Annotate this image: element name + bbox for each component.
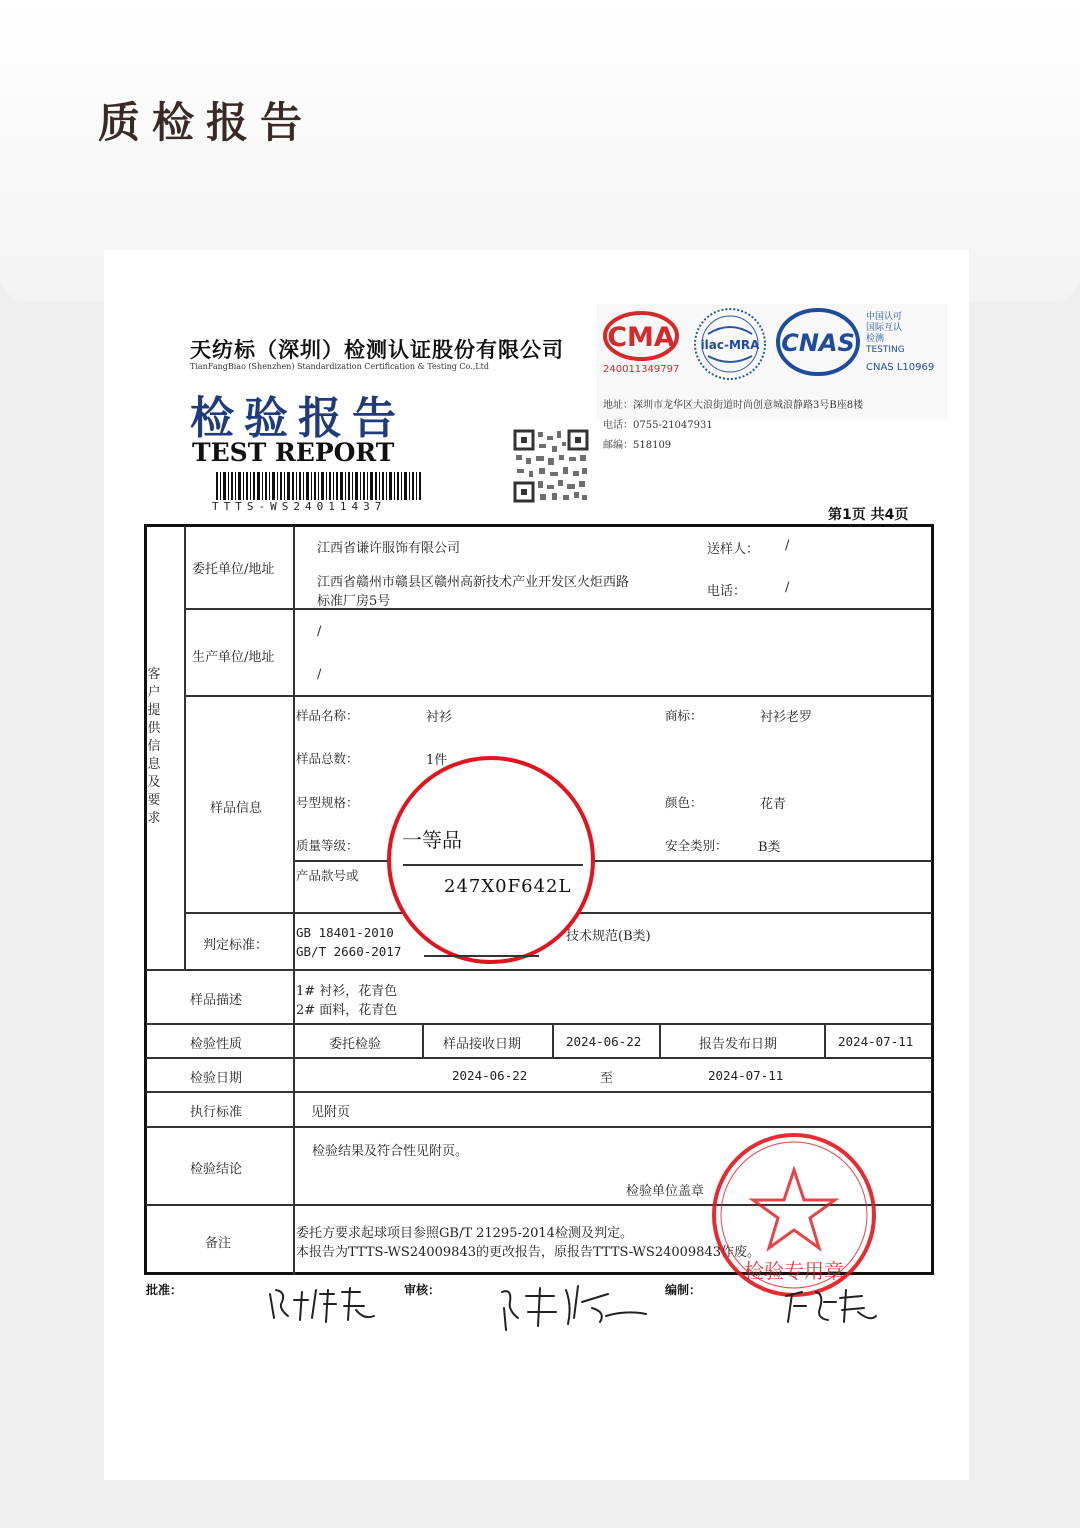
remarks-label: 备注 [205,1236,232,1251]
sample-name-label: 样品名称： [296,708,359,723]
review-label: 审核： [404,1283,441,1297]
client-phone-label: 电话： [707,584,747,599]
grid-line [824,1024,826,1057]
address-text: 地址：深圳市龙华区大浪街道时尚创意城浪静路3号B座8楼 [603,400,864,411]
remarks-line2: 本报告为TTTS-WS24009843的更改报告，原报告TTTS-WS24009843作废。 [296,1245,760,1260]
cnas-side-text [866,312,905,356]
remarks-line1: 委托方要求起球项目参照GB/T 21295-2014检测及判定。 [296,1226,633,1241]
reviewer-signature-icon [496,1278,652,1334]
grid-line [146,1126,932,1128]
postcode-text: 邮编：518109 [603,440,672,451]
test-date-to-label: 至 [600,1071,614,1086]
seal-caption: 检验单位盖章 [626,1184,705,1199]
test-date-label: 检验日期 [190,1071,243,1086]
approver-signature-icon [264,1280,384,1330]
grid-line [146,1023,932,1025]
contact-block [603,396,863,456]
grid-line [293,526,295,1275]
standard-label: 判定标准： [203,938,269,953]
style-label: 产品款号或 [296,868,359,883]
brand-value: 衬衫老罗 [760,710,813,725]
cnas-logo-text: CNAS [781,329,855,357]
barcode [216,472,421,500]
client-name: 江西省谦许服饰有限公司 [317,541,461,556]
nature-value: 委托检验 [329,1037,382,1052]
report-document [104,250,969,1480]
company-name-en: TianFangBiao (Shenzhen) Standardization Certification & Testing Co.,Ltd [190,362,489,371]
producer-line2: / [317,667,322,682]
issue-date-value: 2024-07-11 [838,1034,914,1049]
client-address-line2: 标准厂房5号 [317,594,391,609]
barcode-number: TTTS-WS24011437 [212,500,387,513]
grid-line [146,1057,932,1059]
cnas-id: CNAS L10969 [866,362,935,373]
nature-label: 检验性质 [190,1037,243,1052]
grid-line [185,608,932,610]
ilac-logo-icon [692,304,768,384]
description-line2: 2# 面料，花青色 [296,1003,398,1018]
qr-code-icon [512,428,590,504]
sample-name-value: 衬衫 [426,710,453,725]
report-title-en: TEST REPORT [192,438,395,467]
brand-label: 商标： [665,708,703,723]
sample-count-value: 1件 [426,753,448,768]
grade-stamp [387,756,595,964]
test-date-from: 2024-06-22 [452,1068,528,1083]
approve-label: 批准： [146,1283,183,1297]
sender-value: / [785,538,790,553]
color-label: 颜色： [665,795,703,810]
phone-text: 电话：0755-21047931 [603,420,713,431]
safety-label: 安全类别： [665,838,728,853]
page-title: 质检报告 [98,98,315,147]
page-info: 第1页 共4页 [828,507,909,523]
grid-line [146,1091,932,1093]
client-label: 委托单位/地址 [192,562,275,577]
producer-line1: / [317,624,322,639]
grid-line [659,1024,661,1057]
description-line1: 1# 衬衫，花青色 [296,984,398,999]
exec-standard-value: 见附页 [311,1105,351,1120]
test-date-to: 2024-07-11 [708,1068,784,1083]
description-label: 样品描述 [190,993,243,1008]
model-label: 号型规格： [296,795,359,810]
cma-number: 240011349797 [603,364,680,375]
sample-count-label: 样品总数： [296,751,359,766]
grade-label: 质量等级： [296,838,359,853]
received-date-value: 2024-06-22 [566,1034,642,1049]
grid-line [185,695,932,697]
cnas-side-line: TESTING [866,345,905,355]
stamp-divider [424,955,539,957]
compile-label: 编制： [665,1283,702,1297]
stamp-divider [403,864,583,866]
cnas-side-line: 检测 [866,334,885,344]
grid-line [184,526,186,970]
cma-logo-icon [602,310,680,362]
company-name-cn: 天纺标（深圳）检测认证股份有限公司 [190,338,564,362]
conclusion-text: 检验结果及符合性见附页。 [312,1144,469,1159]
stamp-code: 247X0F642L [444,876,572,897]
cma-logo-text: CMA [607,322,675,353]
cnas-side-line: 国际互认 [866,323,903,333]
standard-line1: GB 18401-2010 [296,925,394,940]
svg-text:检验专用章: 检验专用章 [744,1259,844,1283]
client-section-label: 客户提供信息及要求 [147,667,161,826]
stamp-grade: 一等品 [402,828,462,852]
compiler-signature-icon [780,1282,880,1330]
ilac-logo-text: ilac-MRA [700,338,760,352]
cnas-side-line: 中国认可 [866,312,903,322]
safety-value: B类 [758,840,781,855]
received-date-label: 样品接收日期 [443,1037,522,1052]
grid-line [552,1024,554,1057]
issue-date-label: 报告发布日期 [699,1037,778,1052]
client-phone-value: / [785,580,790,595]
grid-line [146,969,932,971]
standard-line2: GB/T 2660-2017 [296,944,402,959]
sender-label: 送样人： [707,542,760,557]
exec-standard-label: 执行标准 [190,1105,243,1120]
grid-line [422,1024,424,1057]
color-value: 花青 [760,797,787,812]
report-title-cn: 检验报告 [190,393,406,444]
cnas-logo-icon [774,306,862,378]
company-seal-icon [709,1130,879,1300]
standard-line1-tail: 技术规范(B类) [566,929,651,944]
sample-info-label: 样品信息 [210,801,263,816]
conclusion-label: 检验结论 [190,1162,243,1177]
producer-label: 生产单位/地址 [192,650,275,665]
client-address-line1: 江西省赣州市赣县区赣州高新技术产业开发区火炬西路 [317,575,630,590]
